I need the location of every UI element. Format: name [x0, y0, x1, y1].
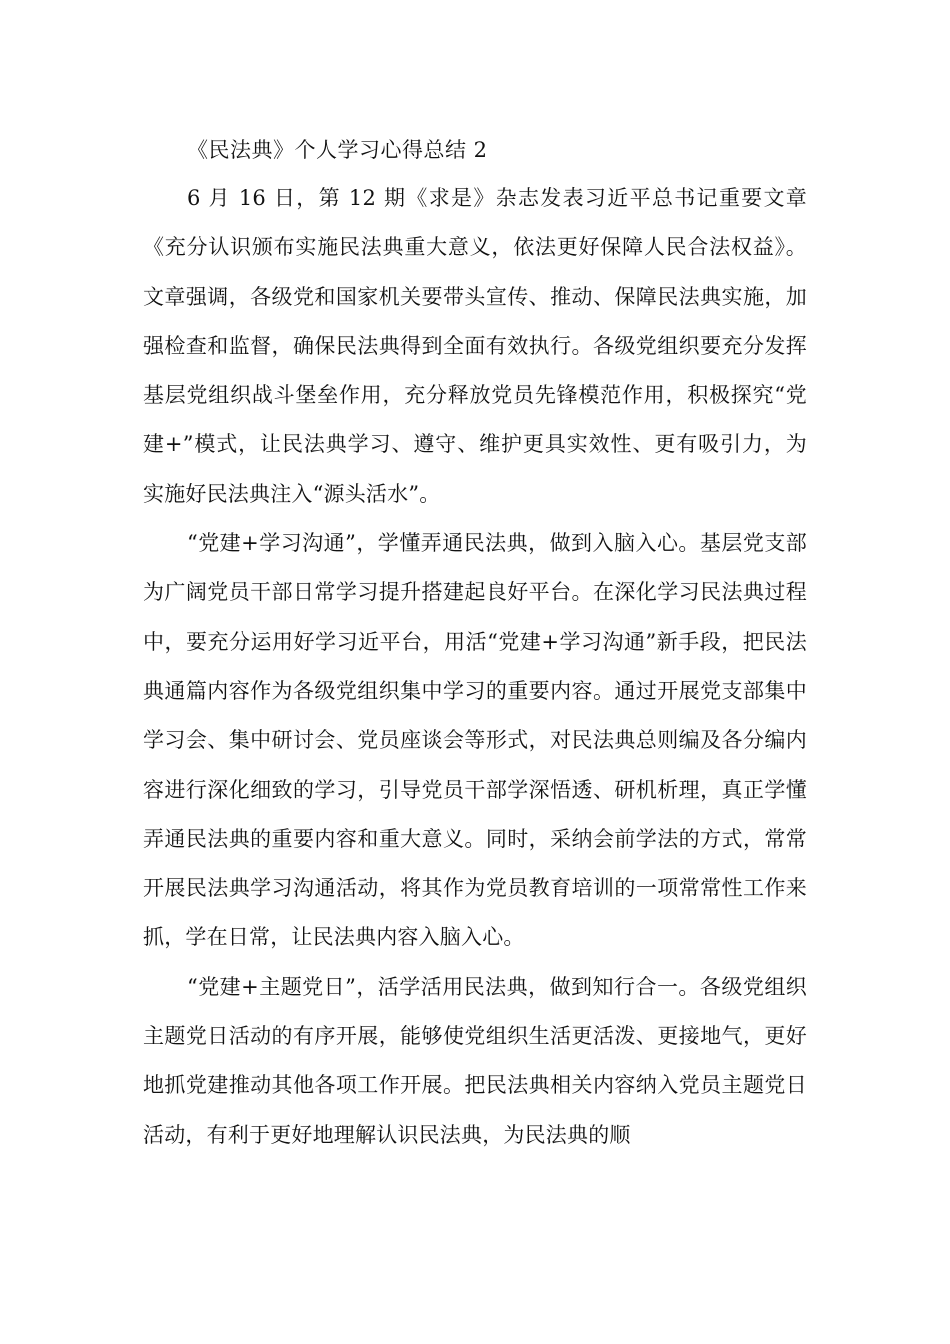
- paragraph-2: “党建+学习沟通”，学懂弄通民法典，做到入脑入心。基层党支部为广阔党员干部日常学习提升搭建起良好平台。在深化学习民法典过程中，要充分运用好学习近平台，用活“党建+学习沟通”新手段，把民法典通篇内容作为各级党组织集中学习的重要内容。通过开展党支部集中学习会、集中研讨会、党员座谈会等形式，对民法典总则编及各分编内容进行深化细致的学习，引导党员干部学深悟透、研机析理，真正学懂弄通民法典的重要内容和重大意义。同时，采纳会前学法的方式，常常开展民法典学习沟通活动，将其作为党员教育培训的一项常常性工作来抓，学在日常，让民法典内容入脑入心。: [143, 531, 807, 950]
- paragraph-1: 6 月 16 日，第 12 期《求是》杂志发表习近平总书记重要文章《充分认识颁布实施民法典重大意义，依法更好保障人民合法权益》。文章强调，各级党和国家机关要带头宣传、推动、保障民法典实施，加强检查和监督，确保民法典得到全面有效执行。各级党组织要充分发挥基层党组织战斗堡垒作用，充分释放党员先锋模范作用，积极探究“党建+”模式，让民法典学习、遵守、维护更具实效性、更有吸引力，为实施好民法典注入“源头活水”。: [143, 186, 807, 506]
- document-body: [143, 133, 807, 1160]
- paragraph-3: “党建+主题党日”，活学活用民法典，做到知行合一。各级党组织主题党日活动的有序开展，能够使党组织生活更活泼、更接地气，更好地抓党建推动其他各项工作开展。把民法典相关内容纳入党员主题党日活动，有利于更好地理解认识民法典，为民法典的顺: [143, 974, 807, 1147]
- document-title: 《民法典》个人学习心得总结 2: [187, 138, 488, 162]
